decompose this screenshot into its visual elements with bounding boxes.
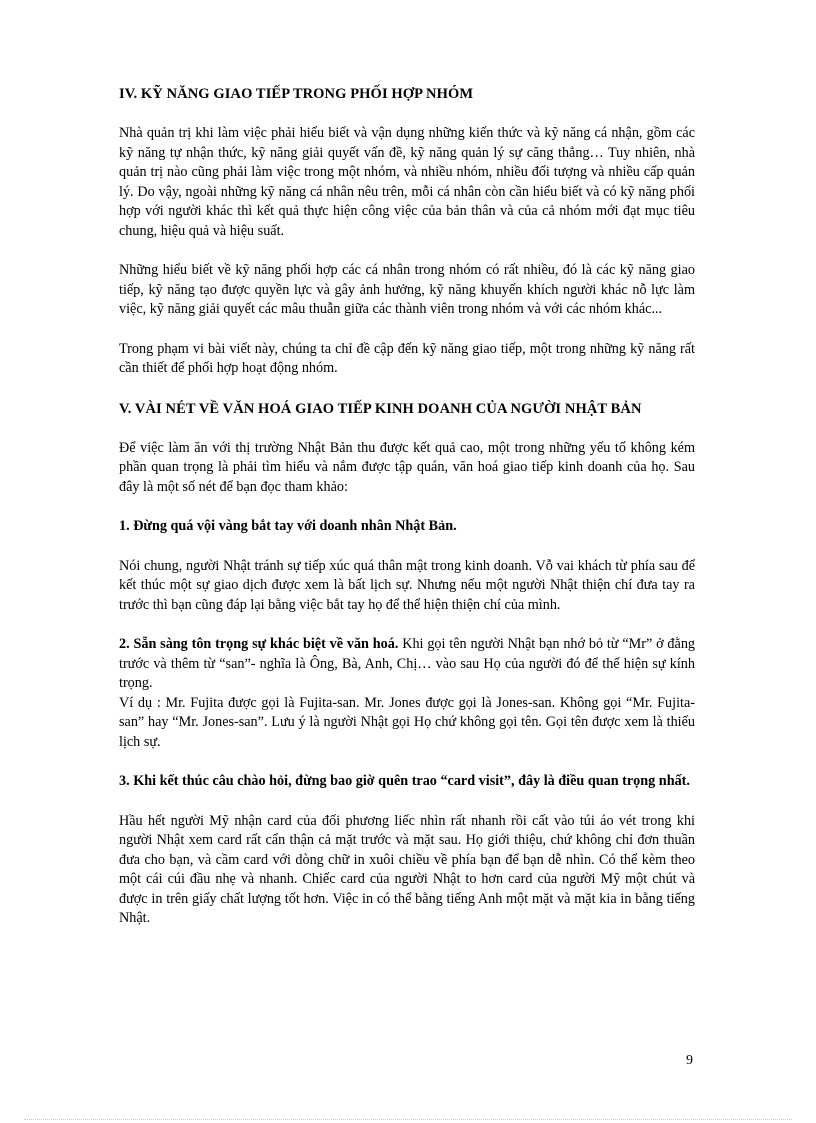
item-2-heading: 2. Sẵn sàng tôn trọng sự khác biệt về văn hoá. [119, 636, 399, 652]
page-content [119, 84, 695, 929]
page-bottom-divider [24, 1119, 792, 1120]
section-v-intro: Để việc làm ăn với thị trường Nhật Bản thu được kết quả cao, một trong những yếu tố không kém phần quan trọng là phải tìm hiểu và nắm được tập quán, văn hoá giao tiếp kinh doanh của họ. Sau đây là một số nét để bạn đọc tham khảo: [119, 439, 695, 495]
item-2-paragraph [119, 635, 695, 694]
item-1-heading: 1. Đừng quá vội vàng bắt tay với doanh nhân Nhật Bản. [119, 518, 457, 534]
section-iv-paragraph-3: Trong phạm vi bài viết này, chúng ta chỉ đề cập đến kỹ năng giao tiếp, một trong những kỹ năng rất cần thiết để phối hợp hoạt động nhóm. [119, 340, 695, 376]
section-iv-paragraph-1: Nhà quản trị khi làm việc phải hiểu biết và vận dụng những kiến thức và kỹ năng cá nhận, gồm các kỹ năng tự nhận thức, kỹ năng giải quyết vấn đề, kỹ năng quản lý sự căng thẳng… Tuy nhiên, nhà quản trị nào cũng phải làm việc trong một nhóm, và nhiều nhóm, nhiều đối tượng và nhiều cấp quản lý. Do vậy, ngoài những kỹ năng cá nhân nêu trên, mỗi cá nhân còn cần hiểu biết và có kỹ năng phối hợp với người khác thì kết quả thực hiện công việc của bản thân và của cả nhóm mới đạt mục tiêu chung, hiệu quả và hiệu suất. [119, 125, 695, 239]
item-1-text: Nói chung, người Nhật tránh sự tiếp xúc quá thân mật trong kinh doanh. Vỗ vai khách từ phía sau để kết thúc một sự giao dịch được xem là bất lịch sự. Nhưng nếu một người Nhật thiện chí đưa tay ra trước thì bạn cũng đáp lại bằng việc bắt tay họ để thể hiện thiện chí của mình. [119, 557, 695, 613]
item-2-text: Khi gọi tên người Nhật bạn nhớ bỏ từ “Mr” ở đằng trước và thêm từ “san”- nghĩa là Ông, Bà, Anh, Chị… vào sau Họ của người đó để thể hiện sự kính trọng. [119, 636, 696, 691]
page-number: 9 [686, 1053, 693, 1068]
section-iv-paragraph-2: Những hiểu biết về kỹ năng phối hợp các cá nhân trong nhóm có rất nhiều, đó là các kỹ năng giao tiếp, kỹ năng tạo được quyền lực và gây ảnh hưởng, kỹ năng khuyến khích người khác nỗ lực làm việc, kỹ năng giải quyết các mâu thuẫn giữa các thành viên trong nhóm và với các nhóm khác... [119, 262, 695, 317]
item-3-text: Hầu hết người Mỹ nhận card của đối phương liếc nhìn rất nhanh rồi cất vào túi áo vét trong khi người Nhật xem card rất cẩn thận cả mặt trước và mặt sau. Họ giới thiệu, chứ không chỉ đơn thuần đưa cho bạn, và cầm card với dòng chữ in xuôi chiều về phía bạn để bạn dễ nhìn. Có thể kèm theo một cái cúi đầu nhẹ và nhanh. Chiếc card của người Nhật to hơn card của người Mỹ một chút và được in trên giấy chất lượng tốt hơn. Việc in có thể bằng tiếng Anh một mặt và mặt kia in bằng tiếng Nhật. [119, 812, 695, 926]
section-iv-heading: IV. KỸ NĂNG GIAO TIẾP TRONG PHỐI HỢP NHÓM [119, 86, 474, 102]
item-3-heading: 3. Khi kết thúc câu chào hỏi, đừng bao giờ quên trao “card visit”, đây là điều quan trọng nhất. [119, 773, 690, 789]
section-v-heading: V. VÀI NÉT VỀ VĂN HOÁ GIAO TIẾP KINH DOANH CỦA NGƯỜI NHẬT BẢN [119, 400, 642, 417]
item-2-example: Ví dụ : Mr. Fujita được gọi là Fujita-san. Mr. Jones được gọi là Jones-san. Không gọi “Mr. Fujita-san” hay “Mr. Jones-san”. Lưu ý là người Nhật gọi Họ chứ không gọi tên. Gọi tên được xem là thiếu lịch sự. [119, 694, 695, 750]
